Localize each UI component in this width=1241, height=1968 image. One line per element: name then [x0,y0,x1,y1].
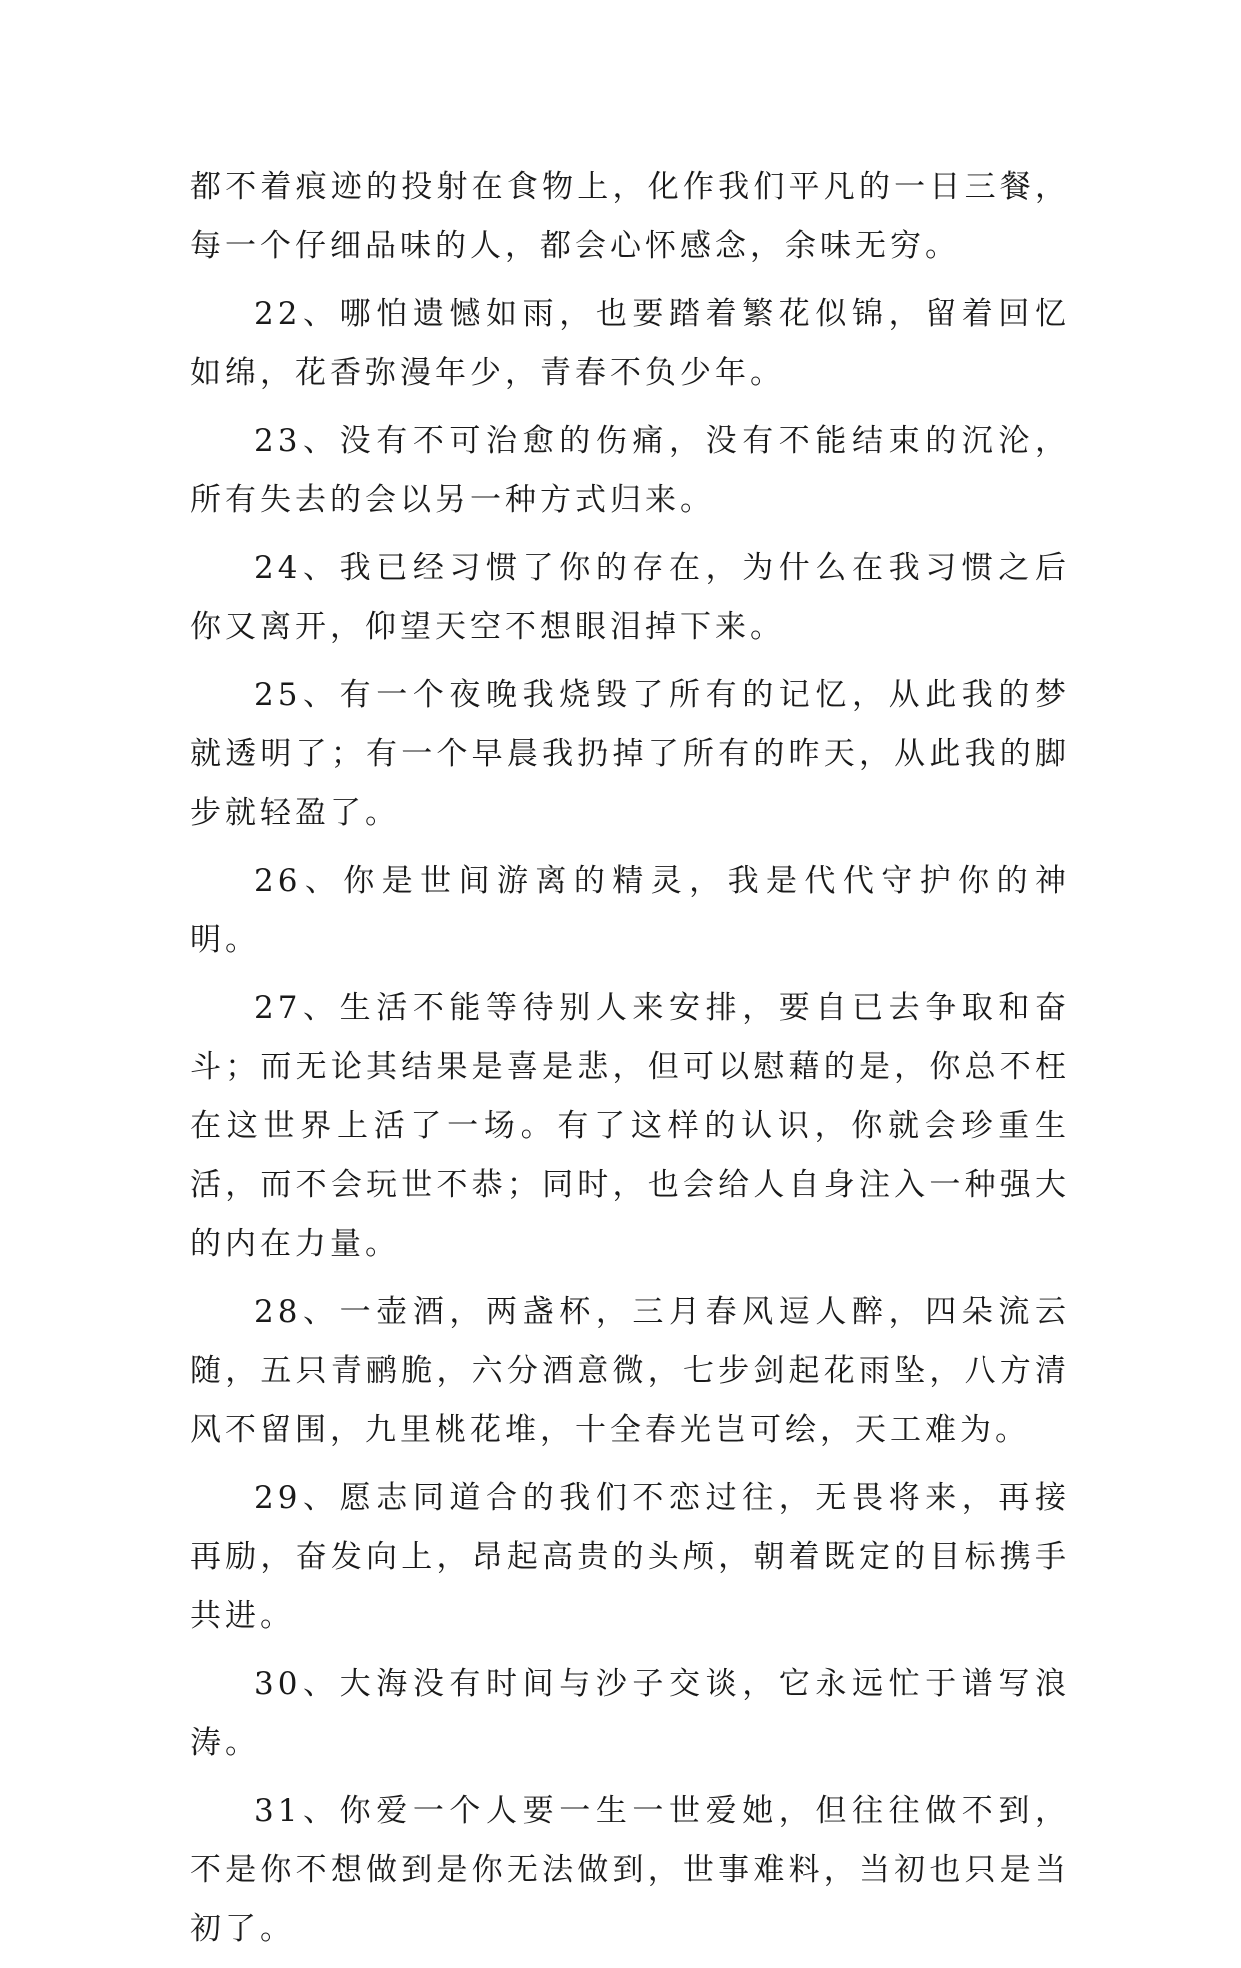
paragraph-28: 28、一壶酒，两盏杯，三月春风逗人醉，四朵流云随，五只青鹂脆，六分酒意微，七步剑起花雨坠，八方清风不留围，九里桃花堆，十全春光岂可绘，天工难为。 [190,1294,1070,1448]
paragraph-continued: 都不着痕迹的投射在食物上，化作我们平凡的一日三餐，每一个仔细品味的人，都会心怀感念，余味无穷。 [190,169,1070,264]
paragraph-27: 27、生活不能等待别人来安排，要自已去争取和奋斗；而无论其结果是喜是悲，但可以慰藉的是，你总不枉在这世界上活了一场。有了这样的认识，你就会珍重生活，而不会玩世不恭；同时，也会给人自身注入一种强大的内在力量。 [190,990,1070,1262]
paragraph-29: 29、愿志同道合的我们不恋过往，无畏将来，再接再励，奋发向上，昂起高贵的头颅，朝着既定的目标携手共进。 [190,1480,1070,1634]
paragraph-22: 22、哪怕遗憾如雨，也要踏着繁花似锦，留着回忆如绵，花香弥漫年少，青春不负少年。 [190,296,1070,391]
paragraph-23: 23、没有不可治愈的伤痛，没有不能结束的沉沦，所有失去的会以另一种方式归来。 [190,423,1070,518]
paragraph-26: 26、你是世间游离的精灵，我是代代守护你的神明。 [190,863,1070,958]
paragraph-31: 31、你爱一个人要一生一世爱她，但往往做不到，不是你不想做到是你无法做到，世事难料，当初也只是当初了。 [190,1793,1070,1947]
paragraph-30: 30、大海没有时间与沙子交谈，它永远忙于谱写浪涛。 [190,1666,1070,1761]
paragraph-24: 24、我已经习惯了你的存在，为什么在我习惯之后你又离开，仰望天空不想眼泪掉下来。 [190,550,1070,645]
document-page [190,158,1070,1968]
paragraph-25: 25、有一个夜晚我烧毁了所有的记忆，从此我的梦就透明了；有一个早晨我扔掉了所有的昨天，从此我的脚步就轻盈了。 [190,677,1070,831]
